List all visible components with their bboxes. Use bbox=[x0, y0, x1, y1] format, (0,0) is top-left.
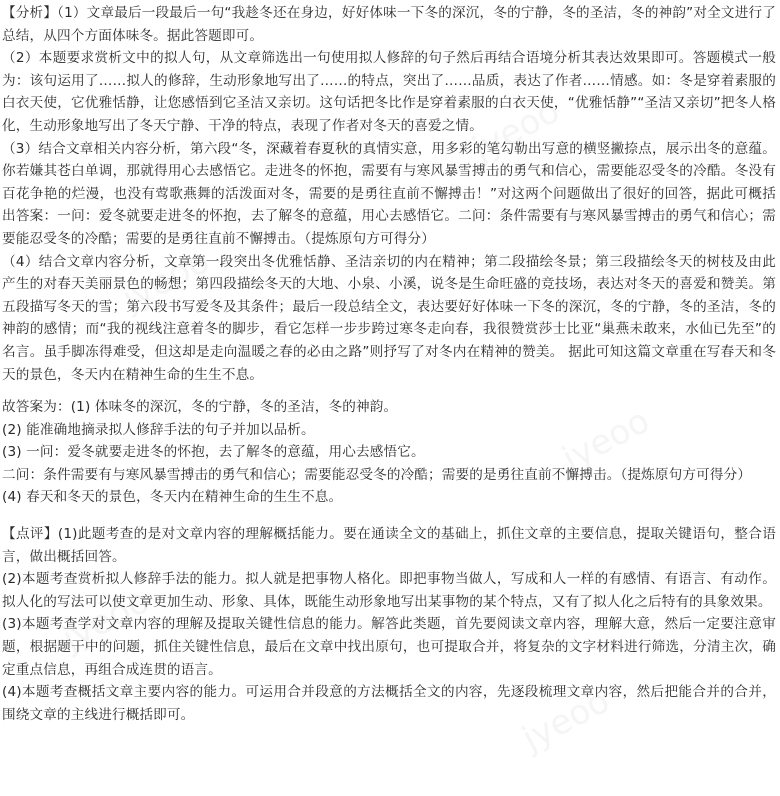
spacer bbox=[2, 509, 776, 523]
analysis-paragraph-2: （2）本题要求赏析文中的拟人句，从文章筛选出一句使用拟人修辞的句子然后再结合语境分析其表达效果即可。答题模式一般为：该句运用了……拟人的修辞，生动形象地写出了……的特点，突出了……品质，表达了作者……情感。如：冬是穿着素服的白衣天使，它优雅恬静，让您感悟到它圣洁又亲切。这句话把冬比作是穿着素服的白衣天使，“优雅恬静”“圣洁又亲切”把冬人格化，生动形象地写出了冬天宁静、干净的特点，表现了作者对冬天的喜爱之情。 bbox=[2, 50, 776, 134]
analysis-paragraph-3: （3）结合文章相关内容分析，第六段“冬，深藏着春夏秋的真情实意，用多彩的笔勾勒出写意的横竖撇捺点，展示出冬的意蕴。你若嫌其苍白单调，那就得用心去感悟它。走进冬的怀抱，需要有与寒风暴雪搏击的勇气和信心，需要能忍受冬的冷酷。冬没有百花争艳的烂漫，也没有莺歌燕舞的活泼面对冬，需要的是勇往直前不懈搏击！”对这两个问题做出了很好的回答，据此可概括出答案：一问：爱冬就要走进冬的怀抱，去了解冬的意蕴，用心去感悟它。二问：条件需要有与寒风暴雪搏击的勇气和信心；需要能忍受冬的冷酷；需要的是勇往直前不懈搏击。（提炼原句方可得分） bbox=[2, 140, 776, 247]
watermark-mark: jyeoo bbox=[556, 400, 657, 480]
analysis-section bbox=[2, 2, 776, 386]
analysis-paragraph-1: 【分析】（1）文章最后一段最后一句“我趁冬还在身边，好好体味一下冬的深沉，冬的宁静，冬的圣洁，冬的神韵”对全文进行了总结，从四个方面体味冬。据此答题即可。 bbox=[2, 5, 776, 44]
solution-document bbox=[2, 2, 776, 726]
watermark-mark: jyeoo bbox=[466, 90, 567, 170]
watermark-mark: jyeoo bbox=[56, 580, 157, 660]
answer-line-5: (4) 春天和冬天的景色，冬天内在精神生命的生生不息。 bbox=[2, 489, 343, 506]
watermark-mark: jyeoo bbox=[516, 680, 617, 760]
answer-line-1: 故答案为：(1) 体味冬的深沉，冬的宁静，冬的圣洁，冬的神韵。 bbox=[2, 399, 398, 416]
answer-line-3: (3) 一问：爱冬就要走进冬的怀抱，去了解冬的意蕴，用心去感悟它。 bbox=[2, 444, 425, 461]
comment-paragraph-2: (2)本题考查赏析拟人修辞手法的能力。拟人就是把事物人格化。即把事物当做人，写成和人一样的有感情、有语言、有动作。拟人化的写法可以使文章更加生动、形象、具体，既能生动形象地写出某事物的某个特点，又有了拟人化之后特有的具象效果。 bbox=[2, 571, 776, 610]
comment-section bbox=[2, 523, 776, 726]
comment-paragraph-1: 【点评】(1)此题考查的是对文章内容的理解概括能力。要在通读全文的基础上，抓住文章的主要信息，提取关键语句，整合语言，做出概括回答。 bbox=[2, 526, 776, 565]
comment-paragraph-3: (3)本题考查学对文章内容的理解及提取关键性信息的能力。解答此类题，首先要阅读文章内容，理解大意，然后一定要注意审题，根据题干中的问题，抓住关键性信息，最后在文章中找出原句，也可提取合并，将复杂的文字材料进行筛选，分清主次，确定重点信息，再组合成连贯的语言。 bbox=[2, 616, 776, 678]
analysis-paragraph-4: （4）结合文章内容分析，文章第一段突出冬优雅恬静、圣洁亲切的内在精神；第二段描绘冬景；第三段描绘冬天的树枝及由此产生的对春天美丽景色的畅想；第四段描绘冬天的大地、小泉、小溪，说冬是生命旺盛的竞技场，表达对冬天的喜爱和赞美。第五段描写冬天的雪；第六段书写爱冬及其条件；最后一段总结全文，表达要好好体味一下冬的深沉，冬的宁静，冬的圣洁，冬的神韵的感情；而“我的视线注意着冬的脚步，看它怎样一步步跨过寒冬走向春，我很赞赏莎士比亚“巢燕未敢来，水仙已先至”的名言。虽手脚冻得难受，但这却是走向温暖之春的必由之路”则抒写了对冬内在精神的赞美。 据此可知这篇文章重在写春天和冬天的景色，冬天内在精神生命的生生不息。 bbox=[2, 253, 776, 383]
answer-line-2: (2) 能准确地摘录拟人修辞手法的句子并加以品析。 bbox=[2, 421, 315, 438]
comment-paragraph-4: (4)本题考查概括文章主要内容的能力。可运用合并段意的方法概括全文的内容，先逐段梳理文章内容，然后把能合并的合并，围绕文章的主线进行概括即可。 bbox=[2, 684, 776, 723]
spacer bbox=[2, 386, 776, 396]
watermark-mark: jyeoo bbox=[116, 240, 217, 320]
answer-section bbox=[2, 396, 776, 509]
answer-line-4: 二问：条件需要有与寒风暴雪搏击的勇气和信心；需要能忍受冬的冷酷；需要的是勇往直前不懈搏击。（提炼原句方可得分） bbox=[2, 466, 752, 483]
